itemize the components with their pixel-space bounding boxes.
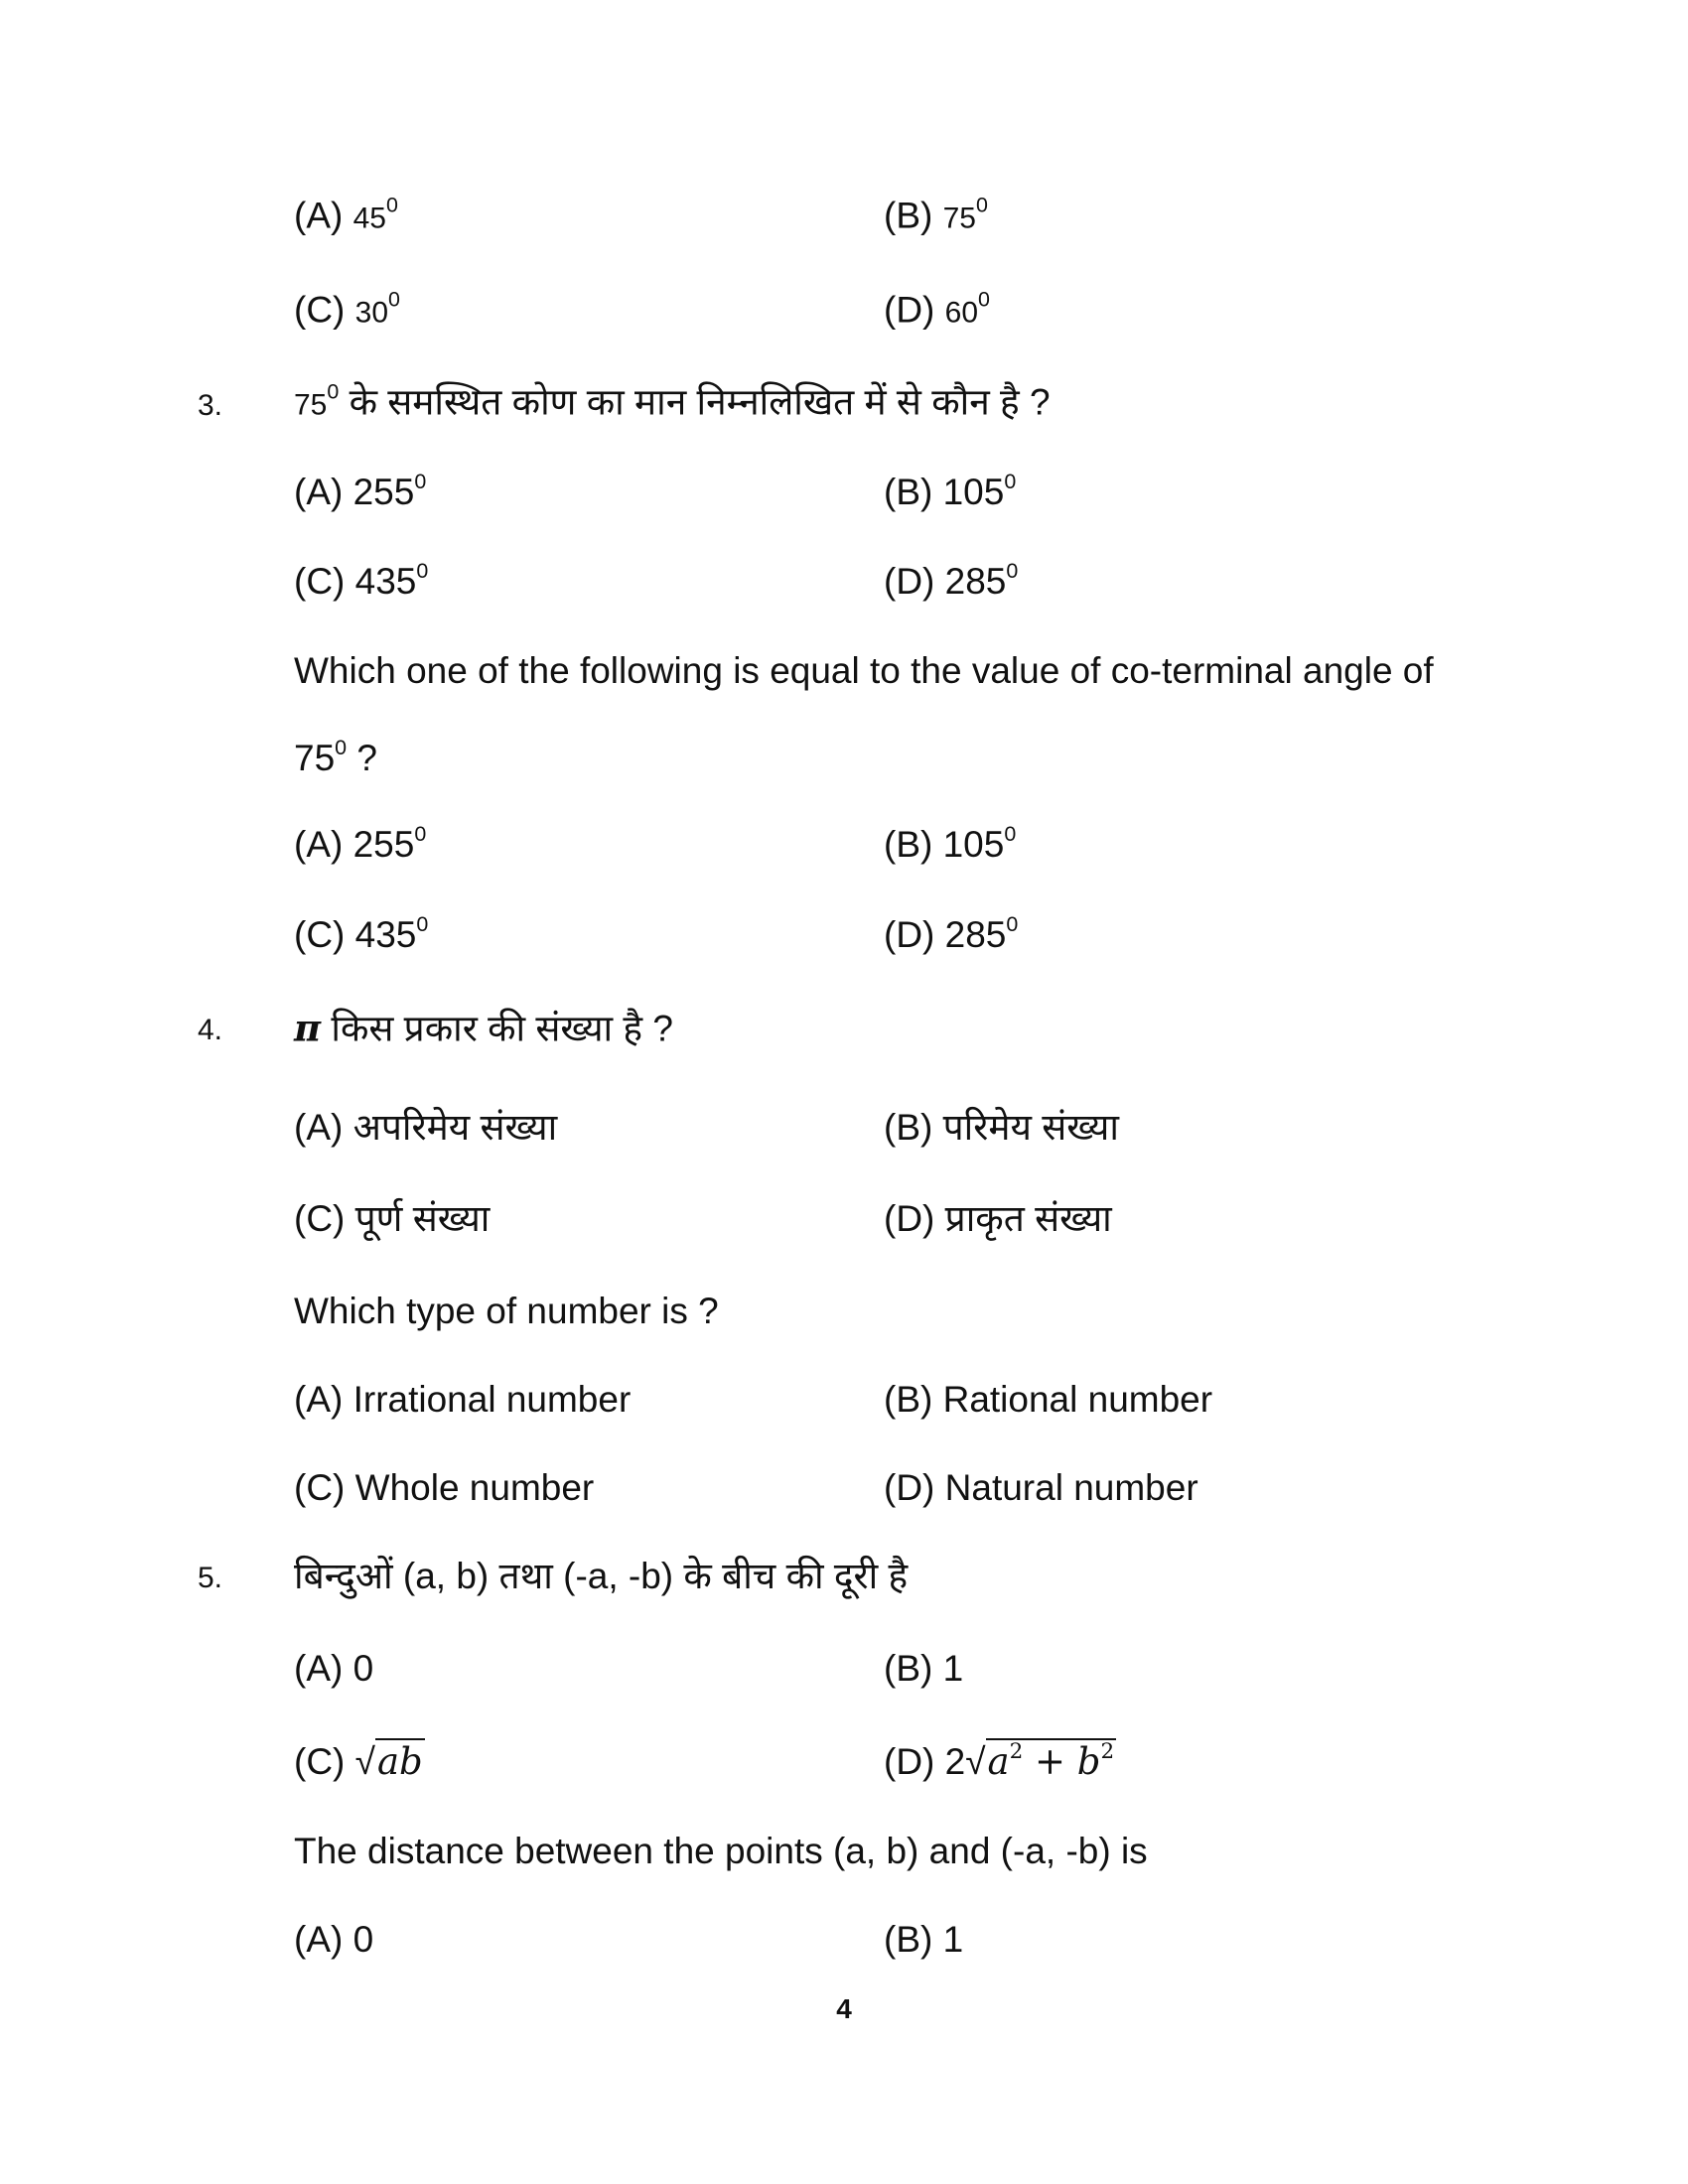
q3-english-option-a [294,823,426,867]
pi-symbol: π [294,1006,322,1050]
degree-sup: 0 [978,287,990,312]
q3-english-option-d [884,913,1018,957]
q5-hindi-option-b: (B) 1 [884,1648,964,1689]
option-value: 60 [944,296,979,330]
option-value: 255 [352,472,415,512]
q5-hindi-option-d [884,1740,1116,1784]
question-number-5: 5. [198,1562,223,1594]
option-value: 285 [944,914,1007,955]
degree-sup: 0 [414,821,427,846]
q4-hindi-question [294,1007,673,1051]
exponent: 2 [1100,1738,1115,1764]
question-text: के समस्थित कोण का मान निम्नलिखित में से कौन है ? [339,381,1051,423]
q4-english-question: Which type of number is ? [294,1291,719,1331]
degree-sup: 0 [385,193,398,217]
q3-hindi-option-c [294,560,428,604]
option-label: (D) [884,289,945,331]
option-value: 30 [354,296,389,330]
option-label: (B) [884,824,943,865]
q3-hindi-option-b [884,471,1016,514]
option-label: (D) 2 [884,1741,966,1782]
option-value: 435 [354,561,417,602]
degree-sup: 0 [1006,911,1019,936]
q5-hindi-question: बिन्दुओं (a, b) तथा (-a, -b) के बीच की दूरी है [294,1556,909,1596]
q3-hindi-question [294,381,1051,428]
radical-sign-icon: √ [965,1741,986,1782]
plus-sign: + [1023,1740,1077,1783]
q5-english-option-b: (B) 1 [884,1919,964,1960]
q5-hindi-option-a: (A) 0 [294,1648,374,1689]
q5-english-option-a: (A) 0 [294,1919,374,1960]
question-text: किस प्रकार की संख्या है ? [321,1008,673,1049]
q4-hindi-option-a: (A) अपरिमेय संख्या [294,1107,558,1148]
option-value: 435 [354,914,417,955]
q3-english-option-b [884,823,1016,867]
q4-english-option-a: (A) Irrational number [294,1379,632,1420]
q4-english-option-d: (D) Natural number [884,1467,1198,1508]
degree-sup: 0 [335,735,348,759]
option-value: 105 [942,824,1005,865]
q3-english-option-c [294,913,428,957]
square-root [355,1740,425,1784]
q2-option-b [884,195,988,241]
option-value: 255 [352,824,415,865]
option-label: (B) [884,472,943,512]
radicand [986,1738,1117,1783]
radical-sign-icon: √ [354,1741,375,1782]
degree-sup: 0 [416,558,429,583]
q2-option-a [294,195,398,241]
option-label: (C) [294,289,355,331]
angle-value: 75 [294,388,328,422]
degree-sup: 0 [1004,821,1017,846]
q2-option-d [884,289,990,336]
q5-english-question: The distance between the points (a, b) and (-a, -b) is [294,1831,1148,1871]
degree-sup: 0 [975,193,988,217]
q4-hindi-option-d: (D) प्राकृत संख्या [884,1198,1112,1239]
option-label: (A) [294,824,353,865]
exponent: 2 [1009,1738,1024,1764]
option-value: 45 [352,202,386,235]
option-label: (A) [294,472,353,512]
option-label: (C) [294,914,355,955]
degree-sup: 0 [1004,469,1017,493]
question-mark: ? [347,738,377,778]
degree-sup: 0 [327,379,340,404]
option-label: (C) [294,1741,355,1782]
q3-english-question-line1: Which one of the following is equal to the value of co-terminal angle of [294,650,1434,691]
option-label: (A) [294,195,353,236]
degree-sup: 0 [388,287,400,312]
square-root [965,1740,1116,1784]
option-label: (D) [884,914,945,955]
option-label: (D) [884,561,945,602]
q3-hindi-option-a [294,471,426,514]
degree-sup: 0 [1006,558,1019,583]
var-a: a [987,1740,1010,1783]
q4-english-option-c: (C) Whole number [294,1467,595,1508]
option-label: (C) [294,561,355,602]
q4-english-option-b: (B) Rational number [884,1379,1213,1420]
option-value: 75 [942,202,976,235]
var-b: b [1076,1740,1101,1783]
angle-value: 75 [294,738,336,778]
degree-sup: 0 [414,469,427,493]
question-number-3: 3. [198,389,223,422]
option-label: (B) [884,195,943,236]
degree-sup: 0 [416,911,429,936]
q3-hindi-option-d [884,560,1018,604]
q4-hindi-option-b: (B) परिमेय संख्या [884,1107,1119,1148]
question-number-4: 4. [198,1014,223,1046]
page-number: 4 [836,1993,852,2024]
radicand: ab [376,1740,423,1783]
q3-english-question-line2 [294,737,377,780]
q5-hindi-option-c [294,1740,425,1784]
option-value: 285 [944,561,1007,602]
q2-option-c [294,289,400,336]
option-value: 105 [942,472,1005,512]
q4-hindi-option-c: (C) पूर्ण संख्या [294,1198,491,1239]
